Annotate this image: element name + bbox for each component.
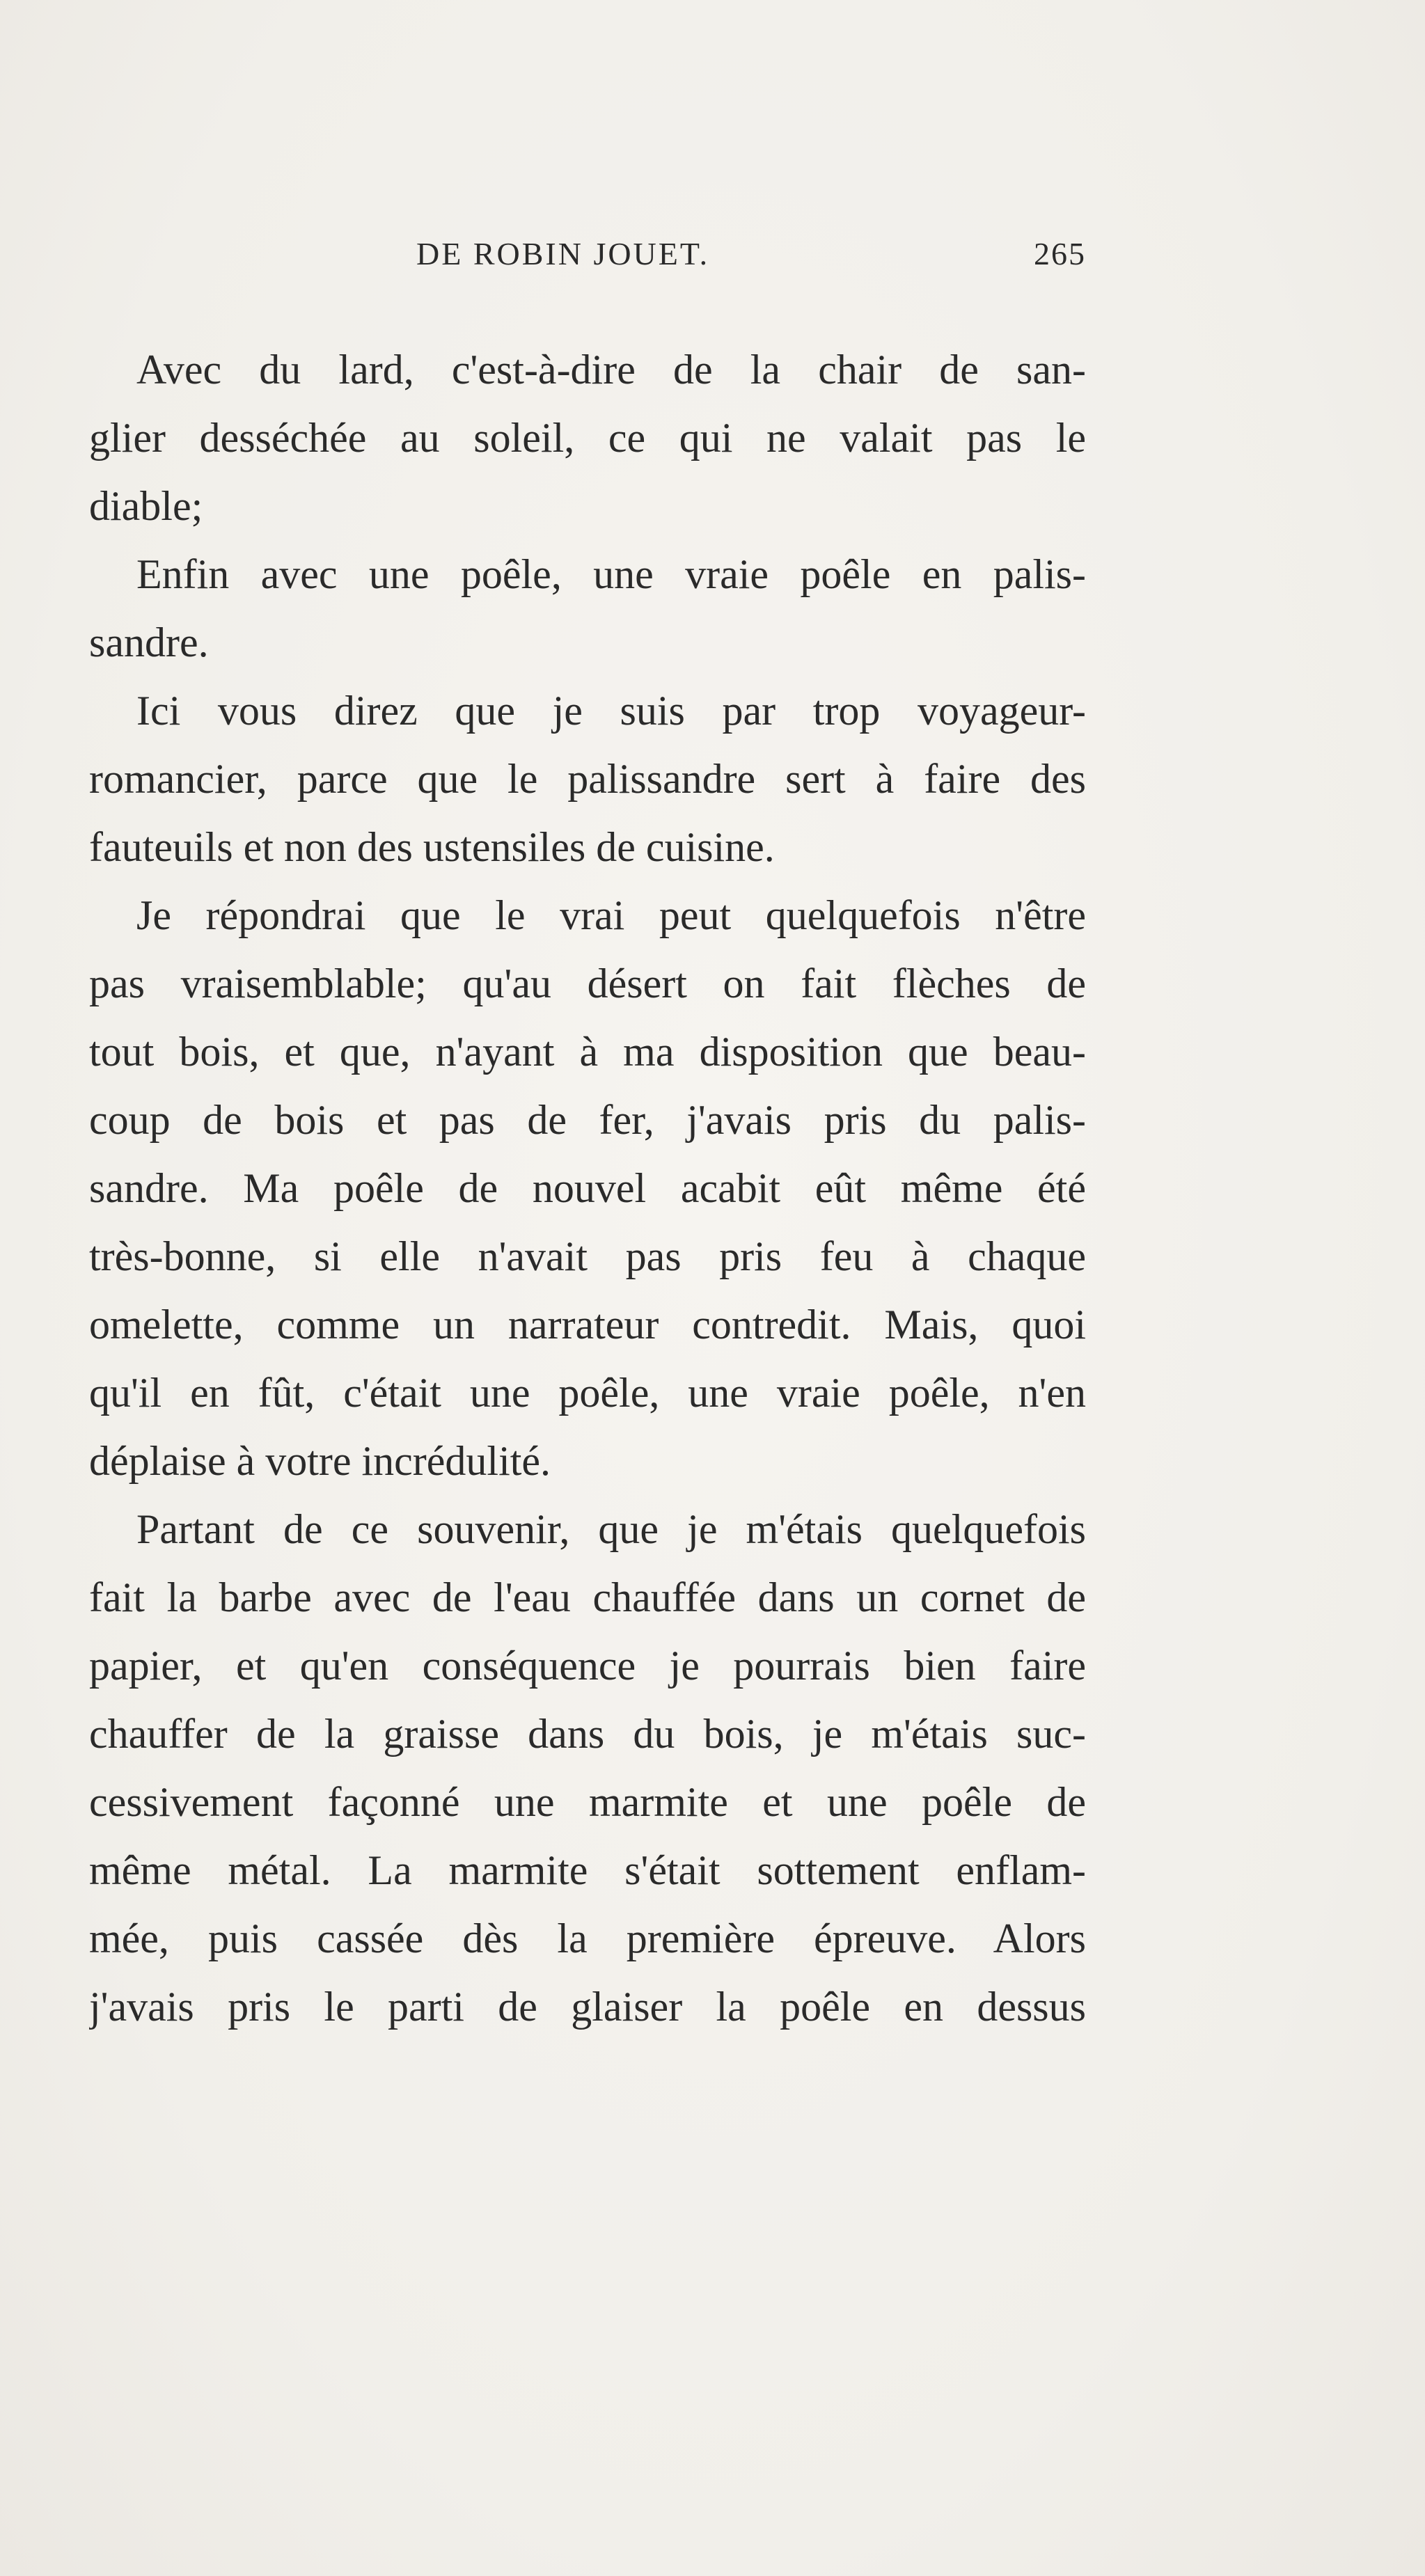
text-line: très-bonne, si elle n'avait pas pris feu à chaque — [89, 1233, 1086, 1279]
text-line: mée, puis cassée dès la première épreuve. Alors — [89, 1915, 1086, 1961]
text-line: cessivement façonné une marmite et une poêle de — [89, 1779, 1086, 1825]
text-line: Partant de ce souvenir, que je m'étais quelquefois — [136, 1506, 1086, 1552]
text-line: Enfin avec une poêle, une vraie poêle en palis- — [136, 551, 1086, 597]
text-line: omelette, comme un narrateur contredit. Mais, quoi — [89, 1302, 1086, 1348]
text-line: Ici vous direz que je suis par trop voyageur- — [136, 688, 1086, 734]
page-number: 265 — [1034, 236, 1086, 271]
text-line: même métal. La marmite s'était sottement enflam- — [89, 1847, 1086, 1893]
running-head — [89, 233, 1086, 275]
text-line: glier desséchée au soleil, ce qui ne valait pas le — [89, 415, 1086, 461]
running-title: DE ROBIN JOUET. — [416, 236, 710, 271]
text-line: qu'il en fût, c'était une poêle, une vraie poêle, n'en — [89, 1370, 1086, 1416]
text-line: diable; — [89, 483, 203, 529]
text-line: sandre. — [89, 619, 209, 665]
text-line: déplaise à votre incrédulité. — [89, 1438, 551, 1484]
text-line: romancier, parce que le palissandre sert à faire des — [89, 756, 1086, 802]
text-line: Avec du lard, c'est-à-dire de la chair de san- — [136, 347, 1086, 393]
text-line: pas vraisemblable; qu'au désert on fait flèches de — [89, 961, 1086, 1006]
text-line: fait la barbe avec de l'eau chauffée dans un cornet de — [89, 1574, 1086, 1620]
text-line: fauteuils et non des ustensiles de cuisine. — [89, 824, 775, 870]
text-line: j'avais pris le parti de glaiser la poêle en dessus — [89, 1984, 1086, 2030]
text-line: papier, et qu'en conséquence je pourrais bien faire — [89, 1643, 1086, 1689]
text-line: chauffer de la graisse dans du bois, je m'étais suc- — [89, 1711, 1086, 1757]
text-line: coup de bois et pas de fer, j'avais pris du palis- — [89, 1097, 1086, 1143]
body-text — [89, 335, 1086, 2041]
text-line: Je répondrai que le vrai peut quelquefois n'être — [136, 892, 1086, 938]
text-line: sandre. Ma poêle de nouvel acabit eût même été — [89, 1165, 1086, 1211]
text-line: tout bois, et que, n'ayant à ma disposition que beau- — [89, 1029, 1086, 1075]
